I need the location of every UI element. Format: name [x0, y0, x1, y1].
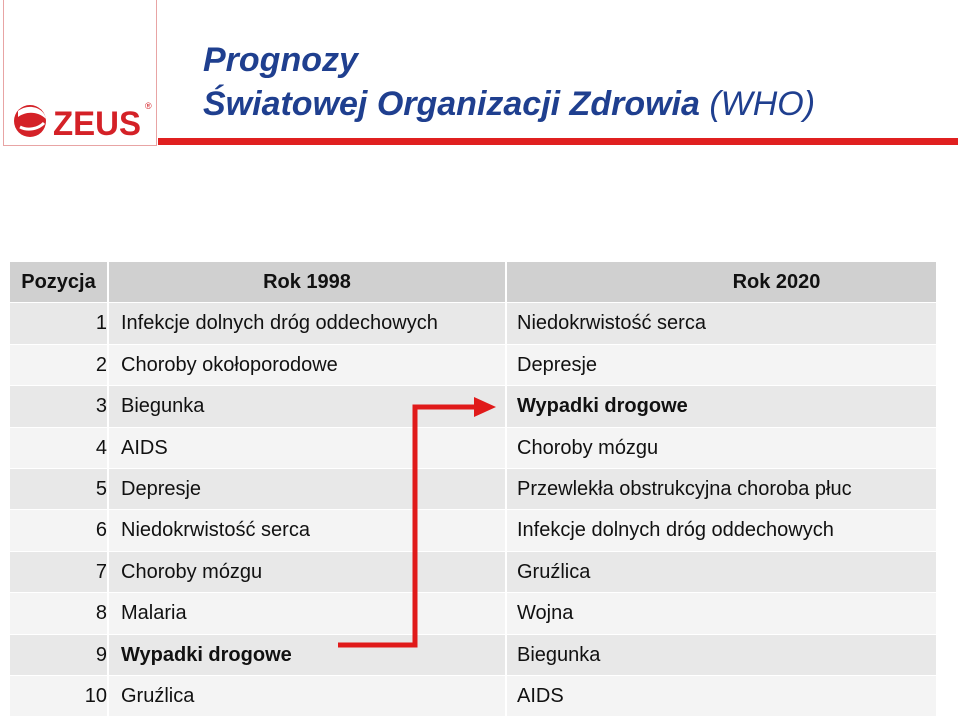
row-2020-cause: Depresje: [517, 353, 598, 376]
header-position: Pozycja: [10, 262, 109, 302]
table-row: [10, 675, 936, 716]
table-row: [10, 509, 936, 550]
row-position: 1: [10, 303, 109, 343]
row-position: 5: [10, 469, 109, 509]
row-1998-cause: Choroby mózgu: [109, 552, 507, 592]
title-divider: [158, 138, 958, 145]
row-position: 6: [10, 510, 109, 550]
row-2020-cause: Niedokrwistość serca: [517, 312, 706, 335]
ranking-table: [10, 262, 936, 716]
title-line-1: Prognozy: [203, 41, 358, 79]
row-2020-cause: Biegunka: [517, 643, 601, 666]
row-2020-cause: AIDS: [517, 684, 564, 707]
slide-title: [203, 38, 815, 126]
row-position: 10: [10, 676, 109, 716]
row-1998-cause-highlight: Wypadki drogowe: [109, 635, 507, 675]
row-2020-cause: Choroby mózgu: [517, 436, 659, 459]
row-1998-cause: Biegunka: [109, 386, 507, 426]
table-row: [10, 551, 936, 592]
header-2020: Rok 2020: [732, 271, 821, 293]
registered-mark: ®: [145, 101, 152, 111]
title-line-2-main: Światowej Organizacji Zdrowia: [203, 85, 700, 123]
row-2020-cause: Przewlekła obstrukcyjna choroba płuc: [517, 477, 852, 500]
table-row: [10, 302, 936, 343]
row-2020-cause: Wojna: [517, 602, 574, 625]
row-1998-cause: Gruźlica: [109, 676, 507, 716]
row-1998-cause: Depresje: [109, 469, 507, 509]
logo-wordmark: ZEUS: [53, 105, 141, 143]
table-row: [10, 427, 936, 468]
row-2020-cause: Gruźlica: [517, 560, 591, 583]
table-row: [10, 634, 936, 675]
zeus-logo-icon: [4, 0, 158, 147]
row-position: 8: [10, 593, 109, 633]
table-header-row: [10, 262, 936, 302]
row-position: 3: [10, 386, 109, 426]
row-1998-cause: Infekcje dolnych dróg oddechowych: [109, 303, 507, 343]
row-1998-cause: Niedokrwistość serca: [109, 510, 507, 550]
row-1998-cause: Choroby okołoporodowe: [109, 345, 507, 385]
table-row: [10, 385, 936, 426]
row-position: 7: [10, 552, 109, 592]
title-line-2: [203, 82, 815, 126]
row-2020-cause-highlight: Wypadki drogowe: [517, 395, 688, 418]
zeus-logo: [3, 0, 157, 146]
row-1998-cause: AIDS: [109, 428, 507, 468]
table-row: [10, 592, 936, 633]
row-2020-cause: Infekcje dolnych dróg oddechowych: [517, 519, 834, 542]
title-line-2-who: (WHO): [699, 85, 816, 123]
header-1998: Rok 1998: [109, 262, 507, 302]
row-1998-cause: Malaria: [109, 593, 507, 633]
table-row: [10, 344, 936, 385]
row-position: 2: [10, 345, 109, 385]
table-row: [10, 468, 936, 509]
row-position: 4: [10, 428, 109, 468]
row-position: 9: [10, 635, 109, 675]
